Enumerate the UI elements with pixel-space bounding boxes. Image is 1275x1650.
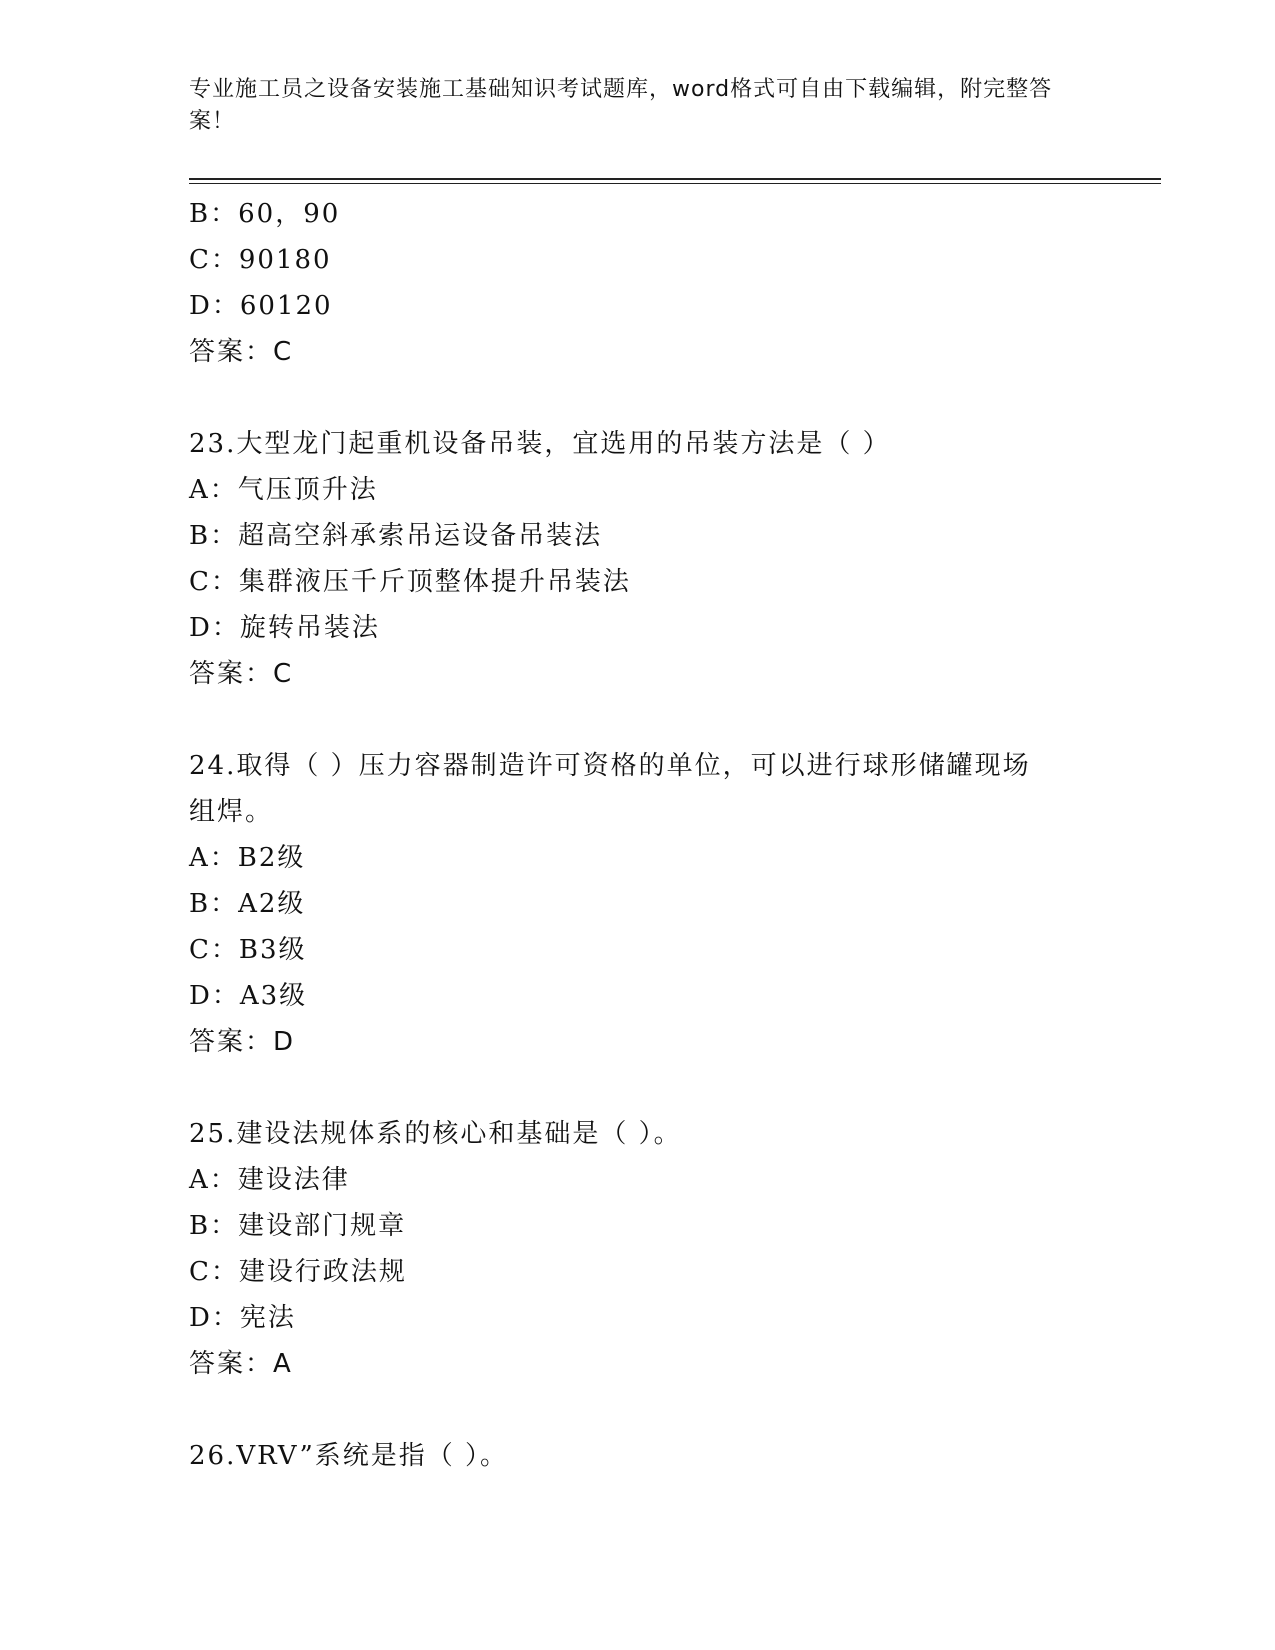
option-d: D：60120 [189, 291, 333, 321]
question-list [189, 191, 1089, 1479]
question-22-remainder [189, 191, 1089, 375]
spacer [189, 1065, 1089, 1111]
option-a: A：建设法律 [189, 1165, 350, 1195]
question-25 [189, 1111, 1089, 1387]
option-c: C：集群液压千斤顶整体提升吊装法 [189, 567, 631, 597]
header-title: 专业施工员之设备安装施工基础知识考试题库，word格式可自由下载编辑，附完整答案！ [189, 77, 1053, 134]
question-24 [189, 743, 1089, 1065]
question-stem-line-2: 组焊。 [189, 797, 274, 827]
spacer [189, 697, 1089, 743]
spacer [189, 375, 1089, 421]
answer-line: 答案：C [189, 659, 294, 689]
spacer [189, 1387, 1089, 1433]
question-stem: 23.大型龙门起重机设备吊装，宜选用的吊装方法是（ ） [189, 429, 891, 459]
question-stem-line-1: 24.取得（ ）压力容器制造许可资格的单位，可以进行球形储罐现场 [189, 751, 1031, 781]
option-d: D：A3级 [189, 981, 308, 1011]
header-divider-thin [189, 183, 1161, 184]
option-b: B：超高空斜承索吊运设备吊装法 [189, 521, 603, 551]
option-b: B：建设部门规章 [189, 1211, 407, 1241]
header-divider-thick [189, 178, 1161, 180]
question-stem: 26.VRV”系统是指（ ）。 [189, 1441, 509, 1471]
option-b: B：60，90 [189, 199, 341, 229]
option-a: A：B2级 [189, 843, 306, 873]
question-stem: 25.建设法规体系的核心和基础是（ ）。 [189, 1119, 682, 1149]
question-26 [189, 1433, 1089, 1479]
answer-line: 答案：D [189, 1027, 296, 1057]
option-c: C：90180 [189, 245, 332, 275]
option-c: C：建设行政法规 [189, 1257, 407, 1287]
document-header [189, 74, 1069, 138]
option-a: A：气压顶升法 [189, 475, 378, 505]
answer-line: 答案：C [189, 337, 294, 367]
option-c: C：B3级 [189, 935, 307, 965]
option-b: B：A2级 [189, 889, 306, 919]
option-d: D：宪法 [189, 1303, 296, 1333]
option-d: D：旋转吊装法 [189, 613, 380, 643]
question-23 [189, 421, 1089, 697]
answer-line: 答案：A [189, 1349, 293, 1379]
